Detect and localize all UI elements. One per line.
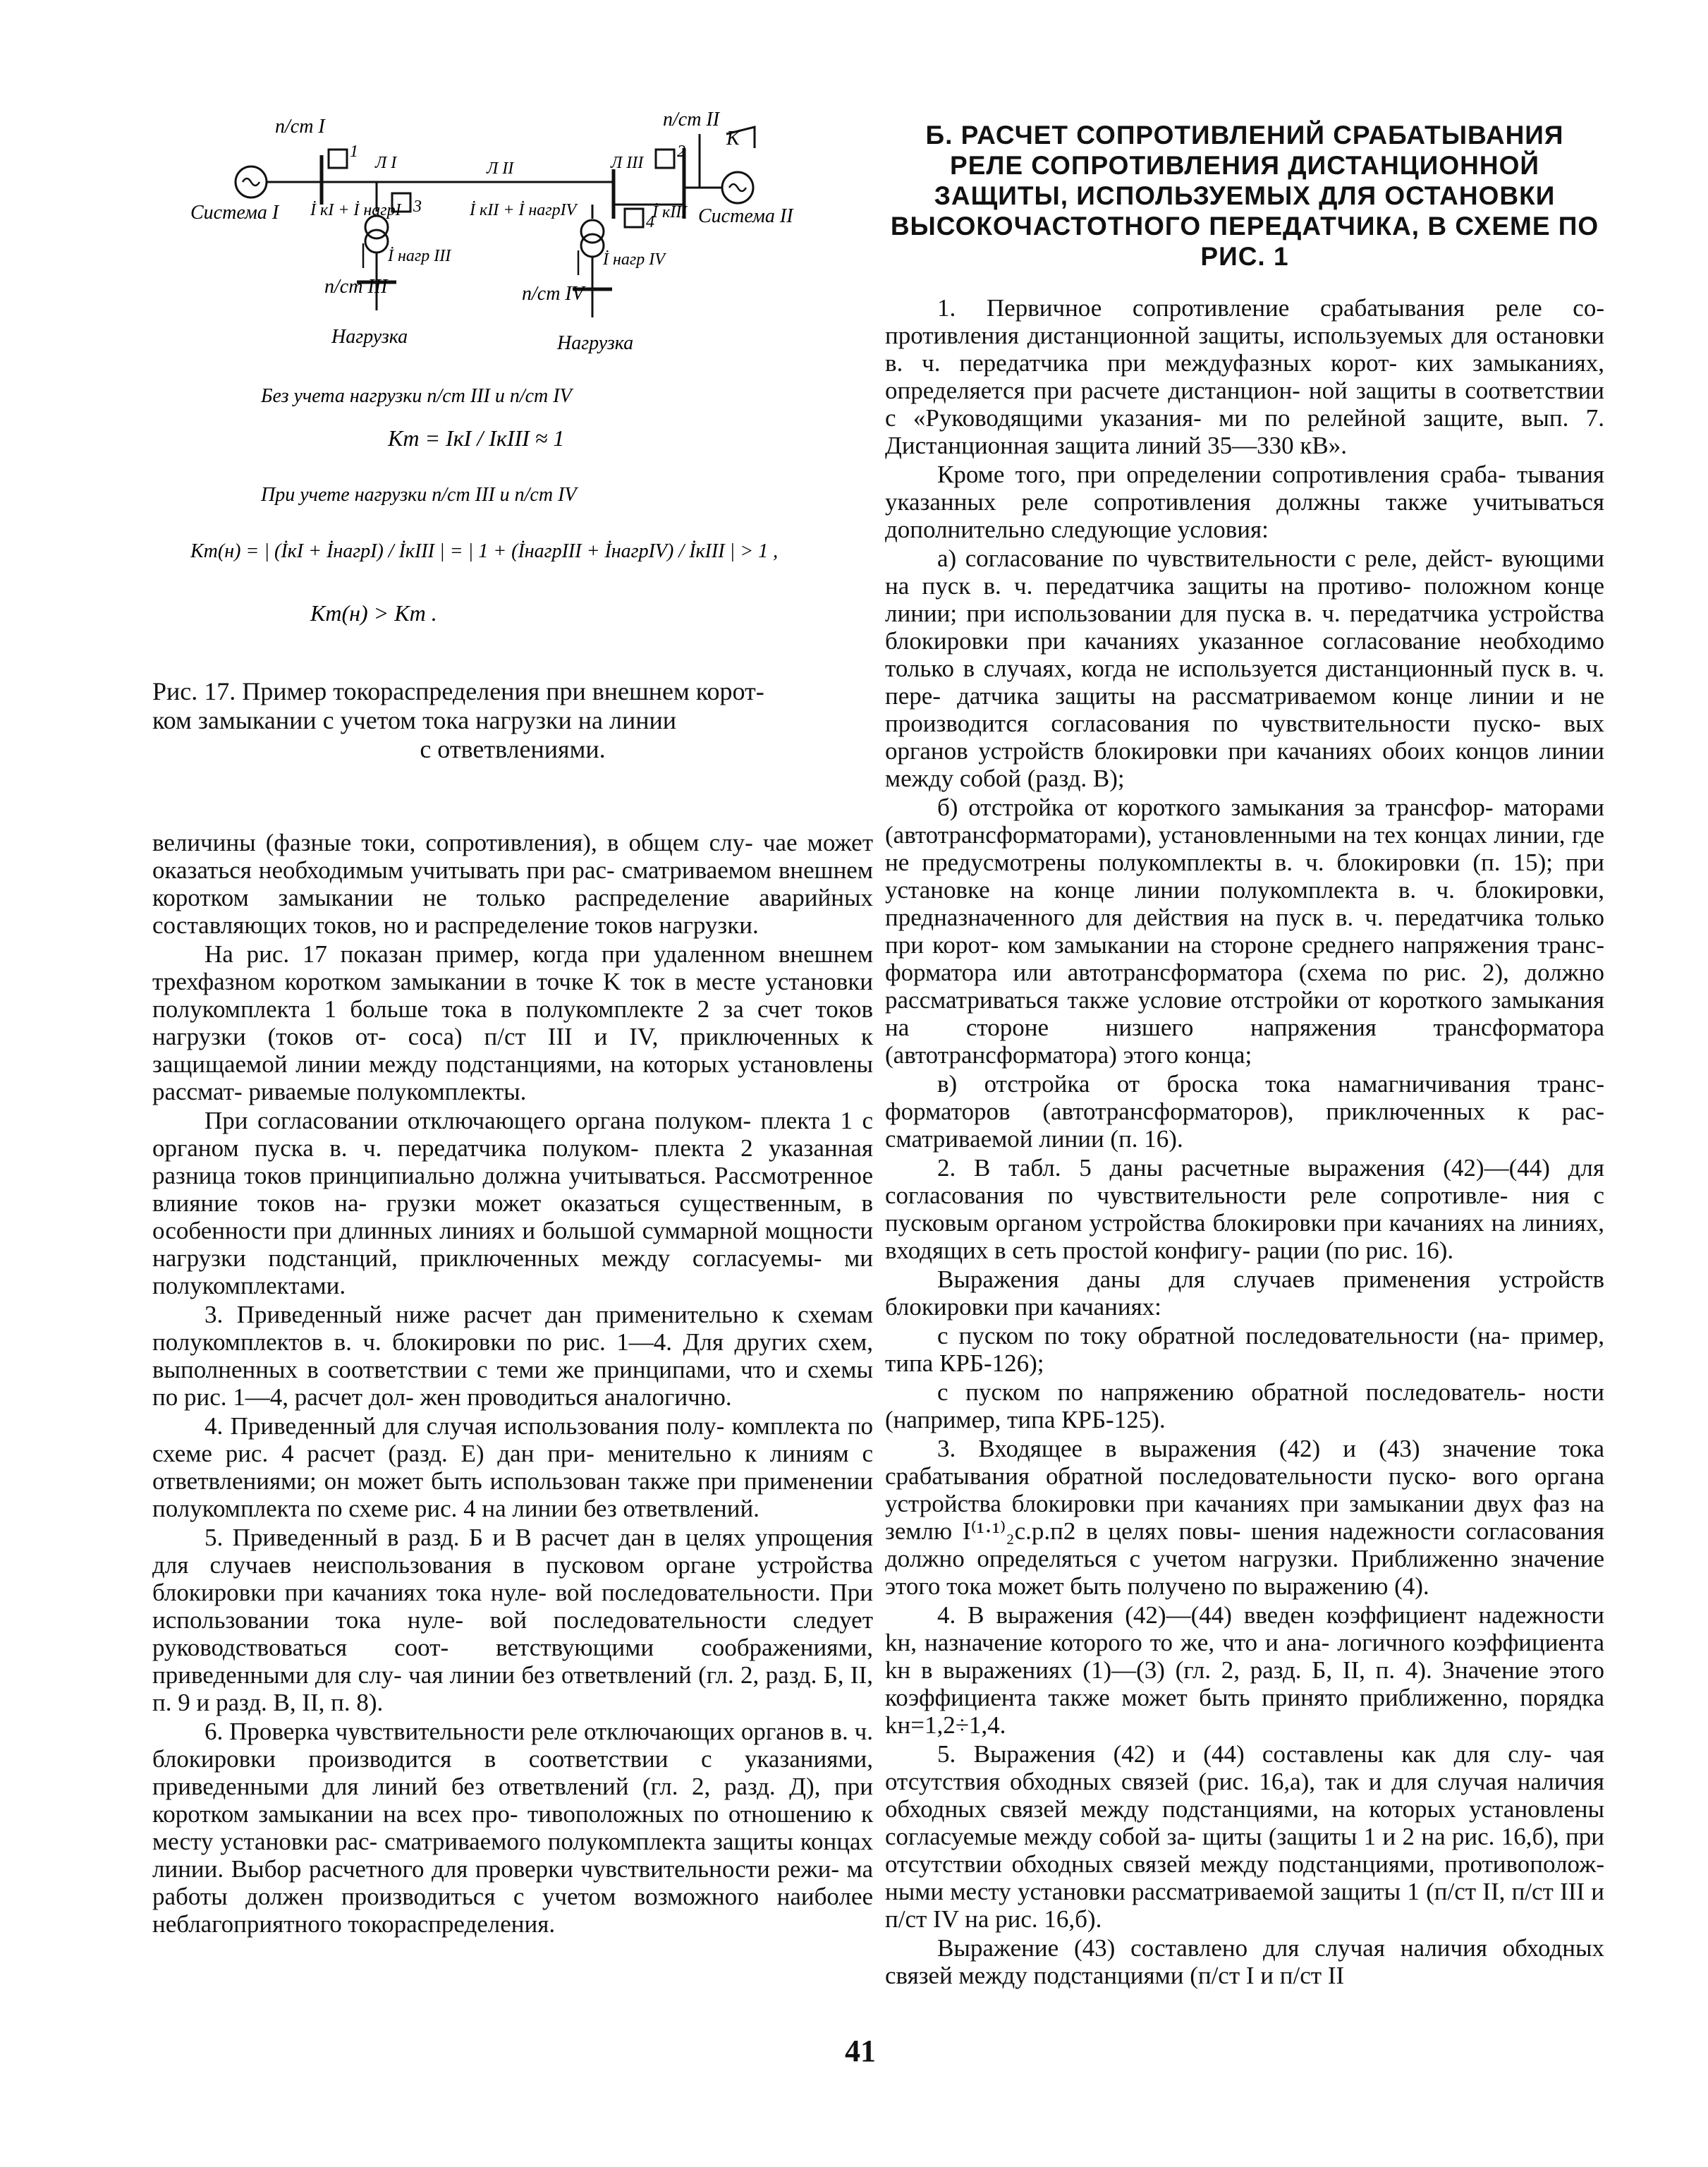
- right-paragraph: 2. В табл. 5 даны расчетные выражения (42)—(44) для согласования по чувствительности реле сопротивле- ния с пусковым органом устройства блокировки при качаниях на линиях, входящих в сеть простой конфигу- рации (по рис. 16).: [885, 1154, 1604, 1264]
- left-paragraph: На рис. 17 показан пример, когда при удаленном внешнем трехфазном коротком замыкании в точке K ток в месте установки полукомплекта 1 больше тока в полукомплекте 2 за счет токов нагрузки (токов от- соса) п/ст III и IV, приключенных к защищаемой линии между подстанциями, на которых установлены рассмат- риваемые полукомплекты.: [152, 940, 873, 1105]
- left-paragraph: 5. Приведенный в разд. Б и В расчет дан в целях упрощения для случаев неиспользования в пусковом органе устройства блокировки при качаниях тока нуле- вой последовательности. При использовании тока нуле- вой последовательности следует руководствоваться соот- ветствующими соображениями, приведенными для слу- чая линии без ответвлений (гл. 2, разд. Б, II, п. 9 и разд. В, II, п. 8).: [152, 1524, 873, 1716]
- label-ps3: п/ст III: [324, 276, 388, 298]
- label-l3: Л III: [611, 154, 644, 172]
- label-n4: 4: [646, 213, 654, 231]
- label-ps2: п/ст II: [663, 109, 720, 130]
- right-column-text: [885, 294, 1604, 1991]
- left-paragraph: 3. Приведенный ниже расчет дан применительно к схемам полукомплектов в. ч. блокировки по рис. 1—4. Для других схем, выполненных в соответствии с теми же принципами, что и схемы по рис. 1—4, расчет дол- жен проводиться аналогично.: [152, 1301, 873, 1411]
- left-column-text: [152, 829, 873, 1939]
- right-paragraph: с пуском по току обратной последовательности (на- пример, типа КРБ-126);: [885, 1322, 1604, 1377]
- right-paragraph: 5. Выражения (42) и (44) составлены как для слу- чая отсутствия обходных связей (рис. 16,а), так и для случая наличия обходных связей между подстанциями, на которых установлены согласуемые между собой за- щиты (защиты 1 и 2 на рис. 16,б), при отсутствии обходных связей между подстанциями, противополож- ными месту установки рассматриваемой защиты 1 (п/ст II, п/ст III и п/ст IV на рис. 16,б).: [885, 1740, 1604, 1933]
- section-heading: Б. РАСЧЕТ СОПРОТИВЛЕНИЙ СРАБАТЫВАНИЯ РЕЛЕ СОПРОТИВЛЕНИЯ ДИСТАНЦИОННОЙ ЗАЩИТЫ, ИСПОЛЬЗУЕМЫХ ДЛЯ ОСТАНОВКИ ВЫСОКОЧАСТОТНОГО ПЕРЕДАТЧИКА, В СХЕМЕ ПО РИС. 1: [890, 121, 1599, 271]
- label-ps1: п/ст I: [275, 116, 325, 138]
- label-load4-current: İ нагр IV: [603, 250, 665, 269]
- caption-line-1: Рис. 17. Пример токораспределения при внешнем корот-: [152, 677, 764, 705]
- label-l2: Л II: [487, 159, 514, 178]
- right-paragraph: Выражения даны для случаев применения устройств блокировки при качаниях:: [885, 1265, 1604, 1321]
- left-paragraph: При согласовании отключающего органа полуком- плекта 1 с органом пуска в. ч. передатчика полуком- плекта 2 указанная разница токов принципиально должна учитываться. Рассмотренное влияние токов на- грузки может оказаться существенным, в особенности при длинных линиях и большой суммарной мощности нагрузки подстанций, приключенных между согласуемы- ми полукомплектами.: [152, 1107, 873, 1299]
- right-paragraph: 1. Первичное сопротивление срабатывания реле со- противления дистанционной защиты, используемых для остановки в. ч. передатчика при междуфазных корот- ких замыканиях, определяется при расчете дистанцион- ной защиты в соответствии с «Руководящими указания- ми по релейной защите, вып. 7. Дистанционная защита линий 35—330 кВ».: [885, 294, 1604, 459]
- label-load1: Нагрузка: [331, 326, 408, 348]
- equation-1: Kт = IкI / IкIII ≈ 1: [388, 425, 565, 451]
- right-paragraph: с пуском по напряжению обратной последователь- ности (например, типа КРБ-125).: [885, 1378, 1604, 1433]
- transformer-4-icon: [581, 220, 604, 243]
- left-paragraph: 6. Проверка чувствительности реле отключающих органов в. ч. блокировки производится в соответствии с указаниями, приведенными для линий без ответвлений (гл. 2, разд. Д), при коротком замыкании на всех про- тивоположных по отношению к месту установки рас- сматриваемого полукомплекта защиты концах линии. Выбор расчетного для проверки чувствительности режи- ма работы должен производиться с учетом возможного наиболее неблагоприятного токораспределения.: [152, 1718, 873, 1938]
- right-paragraph: 4. В выражения (42)—(44) введен коэффициент надежности kн, назначение которого то же, что и ана- логичного коэффициента kн в выражениях (1)—(3) (гл. 2, разд. Б, II, п. 4). Значение этого коэффициента также может быть принято приближенно, порядка kн=1,2÷1,4.: [885, 1601, 1604, 1739]
- figure-17: [190, 106, 853, 670]
- figure-caption: [152, 677, 873, 764]
- left-paragraph: 4. Приведенный для случая использования полу- комплекта по схеме рис. 4 расчет (разд. Е) дан при- менительно к линиям с ответвлениями; он может быть использован также при применении полукомплекта по схеме рис. 4 на линии без ответвлений.: [152, 1412, 873, 1522]
- relay-4-icon: [625, 209, 643, 227]
- caption-line-3: с ответвлениями.: [420, 735, 606, 763]
- label-current-a: İ кI + İ нагрI: [310, 201, 401, 219]
- eq-caption-1: Без учета нагрузки п/ст III и п/ст IV: [261, 385, 572, 407]
- label-system1: Система I: [190, 202, 279, 224]
- right-paragraph: Выражение (43) составлено для случая наличия обходных связей между подстанциями (п/ст I и п/ст II: [885, 1934, 1604, 1989]
- label-current-b: İ кII + İ нагрIV: [470, 201, 577, 219]
- label-current-c: İ кIII: [652, 203, 688, 221]
- right-paragraph: б) отстройка от короткого замыкания за трансфор- маторами (автотрансформаторами), установленными на тех концах линии, где не предусмотрены полукомплекты в. ч. блокировки (п. 15); при установке на конце линии полукомплекта в. ч. блокировки, предназначенного для действия на пуск в. ч. передатчика только при корот- ком замыкании на стороне среднего напряжения транс- форматора или автотрансформатора (схема по рис. 2), должно рассматриваться также условие отстройки от короткого замыкания на стороне низшего напряжения трансформатора (автотрансформатора) этого конца;: [885, 794, 1604, 1069]
- label-n2: 2: [677, 142, 685, 161]
- label-load3-current: İ нагр III: [388, 247, 451, 265]
- label-n1: 1: [350, 142, 358, 161]
- right-paragraph: в) отстройка от броска тока намагничивания транс- форматоров (автотрансформаторов), приключенных к рас- сматриваемой линии (п. 16).: [885, 1070, 1604, 1153]
- relay-2-icon: [656, 150, 674, 168]
- label-n3: 3: [413, 198, 422, 216]
- label-l1: Л I: [375, 154, 397, 172]
- right-paragraph: Кроме того, при определении сопротивления сраба- тывания указанных реле сопротивления должны также учитываться дополнительно следующие условия:: [885, 461, 1604, 543]
- label-ps4: п/ст IV: [522, 283, 584, 305]
- label-system2: Система II: [698, 205, 793, 227]
- equation-3: Kт(н) > Kт .: [310, 600, 437, 626]
- caption-line-2: ком замыкании с учетом тока нагрузки на линии: [152, 706, 677, 734]
- equation-2: Kт(н) = | (İкI + İнагрI) / İкIII | = | 1 + (İнагрIII + İнагрIV) / İкIII | > 1 ,: [190, 540, 779, 562]
- eq-caption-2: При учете нагрузки п/ст III и п/ст IV: [261, 484, 577, 506]
- page-number: 41: [845, 2034, 876, 2068]
- right-paragraph: 3. Входящее в выражения (42) и (43) значение тока срабатывания обратной последовательности пуско- вого органа устройства блокировки при качаниях при замыкании двух фаз на землю I⁽¹·¹⁾₂с.р.п2 в целях повы- шения надежности согласования должно определяться с учетом нагрузки. Приближенно значение этого тока может быть получено по выражению (4).: [885, 1435, 1604, 1600]
- label-load2: Нагрузка: [557, 332, 634, 354]
- label-k: K: [726, 128, 740, 150]
- circuit-diagram: [190, 106, 853, 670]
- left-paragraph: величины (фазные токи, сопротивления), в общем слу- чае может оказаться необходимым учитывать при рас- сматриваемом внешнем коротком замыкании не только распределение аварийных составляющих токов, но и распределение токов нагрузки.: [152, 829, 873, 939]
- relay-1-icon: [329, 150, 347, 168]
- right-paragraph: а) согласование по чувствительности с реле, дейст- вующими на пуск в. ч. передатчика защиты на противо- положном конце линии; при использовании для пуска в. ч. передатчика устройства блокировки при качаниях указанное согласование необходимо только в случаях, когда не используется дистанционный пуск в. ч. пере- датчика защиты на рассматриваемом конце линии и не производится согласования по чувствительности пуско- вых органов устройств блокировки при качаниях обоих концов линии между собой (разд. В);: [885, 545, 1604, 792]
